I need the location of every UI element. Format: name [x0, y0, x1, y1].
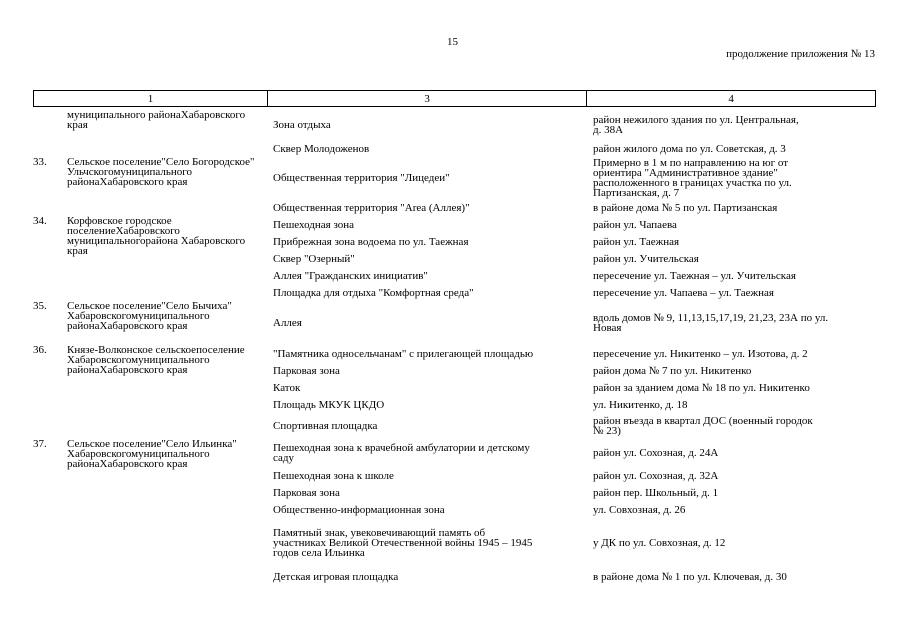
location-cell: [587, 233, 876, 250]
location-cell: [587, 250, 876, 267]
settlement-name-line: Хабаровского края: [67, 109, 246, 131]
territory-cell: [267, 568, 587, 585]
location-cell: [587, 140, 876, 157]
location-text-line: район ул. Чапаева: [593, 218, 677, 231]
territory-name: [273, 203, 470, 213]
location-text-line: д. 38А: [593, 124, 624, 136]
location-text-line: расположенного в границах участка по ул.: [593, 177, 792, 189]
location-text: [593, 144, 786, 154]
territory-name: [273, 488, 340, 498]
location-text: [593, 237, 679, 247]
territory-name-line: годов села Ильинка: [273, 547, 365, 559]
territory-cell: [267, 518, 587, 568]
location-cell: [587, 439, 876, 467]
location-text: [593, 115, 799, 135]
location-text-line: № 23): [593, 425, 621, 437]
location-text-line: ориентира "Административное здание": [593, 167, 778, 179]
territories-table: [33, 110, 876, 585]
location-text: [593, 349, 808, 359]
territory-cell: [267, 484, 587, 501]
territory-name-line: Спортивная площадка: [273, 420, 378, 432]
location-text-line: район въезда в квартал ДОС (военный городок: [593, 415, 813, 427]
location-cell: [587, 216, 876, 233]
table-row: [33, 216, 876, 233]
territory-name-line: Памятный знак, увековечивающий память об: [273, 527, 486, 539]
location-cell: [587, 301, 876, 345]
location-text-line: Примерно в 1 м по направлению на юг от: [593, 157, 789, 169]
settlement-number: 35.: [33, 300, 47, 312]
territory-cell: [267, 140, 587, 157]
territory-name: [273, 173, 450, 183]
territory-name-line: Сквер Молодоженов: [273, 142, 370, 155]
territory-name-line: Пешеходная зона: [273, 218, 355, 231]
territory-name-line: "Памятника односельчанам" с прилегающей площадью: [273, 347, 534, 360]
column-header-4: 4: [587, 91, 876, 107]
settlement-name: [67, 216, 267, 301]
territory-name: [273, 471, 394, 481]
territory-name: [273, 271, 428, 281]
territory-cell: [267, 233, 587, 250]
territory-name: [273, 237, 469, 247]
location-text-line: в районе дома № 5 по ул. Партизанская: [593, 201, 778, 214]
location-cell: [587, 484, 876, 501]
territory-cell: [267, 501, 587, 518]
settlement-name-text: [67, 345, 267, 375]
territory-cell: [267, 439, 587, 467]
territory-cell: [267, 284, 587, 301]
location-cell: [587, 284, 876, 301]
settlement-number: [33, 110, 67, 157]
location-cell: [587, 345, 876, 362]
territory-name-line: Детская игровая площадка: [273, 570, 399, 583]
territory-name-line: участниках Великой Отечественной войны 1945 – 1945: [273, 537, 533, 549]
settlement-name-line: Сельское поселение: [67, 438, 162, 450]
settlement-name-text: [67, 216, 267, 256]
location-cell: [587, 467, 876, 484]
territory-name: [273, 349, 533, 359]
territory-name-line: Прибрежная зона водоема по ул. Таежная: [273, 235, 469, 248]
territory-name-line: Зона отдыха: [273, 119, 331, 131]
settlement-name-line: Сельское поселение: [67, 156, 162, 168]
location-text-line: район пер. Школьный, д. 1: [593, 486, 719, 499]
location-text: [593, 448, 718, 458]
location-text-line: район жилого дома по ул. Советская, д. 3: [593, 142, 786, 155]
territory-name: [273, 383, 300, 393]
location-text-line: район ул. Учительская: [593, 252, 699, 265]
location-text: [593, 313, 828, 333]
location-text: [593, 254, 699, 264]
location-text-line: район за зданием дома № 18 по ул. Никитенко: [593, 381, 810, 394]
settlement-name-line: муниципального района: [67, 109, 181, 121]
location-text-line: в районе дома № 1 по ул. Ключевая, д. 30: [593, 570, 787, 583]
location-text: [593, 488, 718, 498]
location-text: [593, 416, 813, 436]
table-row: [33, 110, 876, 140]
location-text: [593, 203, 777, 213]
location-text: [593, 471, 718, 481]
table-row: [33, 345, 876, 362]
location-text: [593, 220, 677, 230]
settlement-name-line: "Село Ильинка" Хабаровского: [67, 438, 237, 460]
territory-name: [273, 505, 445, 515]
territory-name-line: Пешеходная зона к школе: [273, 469, 394, 482]
territory-name: [273, 288, 474, 298]
territory-cell: [267, 110, 587, 140]
settlement-name: [67, 110, 267, 157]
territory-name: [273, 220, 354, 230]
territory-name-line: Каток: [273, 381, 301, 394]
column-header-row: [33, 90, 876, 107]
settlement-number: 36.: [33, 344, 47, 356]
territory-name-line: Парковая зона: [273, 364, 340, 377]
location-cell: [587, 199, 876, 216]
location-text: [593, 572, 787, 582]
territory-name: [273, 144, 369, 154]
settlement-name-line: "Село Бычиха" Хабаровского: [67, 300, 232, 322]
territory-cell: [267, 379, 587, 396]
location-text: [593, 505, 685, 515]
settlement-number: 37.: [33, 438, 47, 450]
location-text-line: вдоль домов № 9, 11,13,15,17,19, 21,23, 23А по ул.: [593, 312, 829, 324]
territory-name: [273, 254, 355, 264]
settlement-name-line: Корфовское городское поселение: [67, 215, 172, 237]
territory-cell: [267, 301, 587, 345]
settlement-name-line: муниципального района: [67, 354, 210, 376]
column-header-1: 1: [34, 91, 268, 107]
settlement-name-line: района Хабаровского края: [67, 235, 246, 257]
location-text-line: район ул. Таежная: [593, 235, 680, 248]
settlement-name-text: [67, 301, 267, 331]
territory-name-line: Площадь МКУК ЦКДО: [273, 398, 385, 411]
location-cell: [587, 501, 876, 518]
location-text: [593, 400, 688, 410]
territory-name-line: Парковая зона: [273, 486, 340, 499]
territory-name: [273, 421, 377, 431]
location-text-line: район нежилого здания по ул. Центральная,: [593, 114, 799, 126]
settlement-number: 33.: [33, 156, 47, 168]
location-text-line: у ДК по ул. Совхозная, д. 12: [593, 537, 726, 549]
location-text: [593, 366, 751, 376]
location-text-line: Партизанская, д. 7: [593, 187, 680, 199]
settlement-name-text: [67, 439, 267, 469]
territory-name-line: Общественно-информационная зона: [273, 503, 445, 516]
territory-name-line: саду: [273, 452, 294, 464]
location-text-line: пересечение ул. Таежная – ул. Учительская: [593, 269, 796, 282]
settlement-name: [67, 439, 267, 585]
settlement-name-line: Хабаровского муниципального: [67, 225, 180, 247]
settlement-name: [67, 157, 267, 216]
settlement-name-line: муниципального района: [67, 310, 210, 332]
territory-name-line: Сквер "Озерный": [273, 252, 355, 265]
location-cell: [587, 267, 876, 284]
settlement-name-text: [67, 157, 267, 187]
territory-name: [273, 443, 530, 463]
location-text-line: пересечение ул. Никитенко – ул. Изотова, д. 2: [593, 347, 808, 360]
table-row: [33, 157, 876, 199]
territory-name-line: Общественная территория "Лицедеи": [273, 172, 450, 184]
location-text: [593, 271, 796, 281]
territory-cell: [267, 157, 587, 199]
settlement-name-line: Сельское поселение: [67, 300, 162, 312]
location-text: [593, 383, 810, 393]
territory-cell: [267, 216, 587, 233]
location-cell: [587, 362, 876, 379]
settlement-name-line: Князе-Волконское сельское: [67, 344, 197, 356]
territory-name-line: Аллея "Гражданских инициатив": [273, 269, 428, 282]
territory-cell: [267, 267, 587, 284]
territory-name-line: Общественная территория "Area (Аллея)": [273, 201, 470, 214]
territory-name: [273, 366, 340, 376]
territory-cell: [267, 345, 587, 362]
location-text: [593, 288, 774, 298]
settlement-name-line: поселение Хабаровского: [67, 344, 245, 366]
territory-cell: [267, 250, 587, 267]
location-text-line: ул. Совхозная, д. 26: [593, 503, 686, 516]
column-header-3: 3: [267, 91, 586, 107]
location-text-line: район дома № 7 по ул. Никитенко: [593, 364, 752, 377]
territory-name-line: Аллея: [273, 317, 302, 329]
location-text-line: район ул. Сохозная, д. 32А: [593, 469, 719, 482]
territory-cell: [267, 467, 587, 484]
settlement-name-line: Хабаровского края: [99, 458, 188, 470]
location-text-line: Новая: [593, 322, 622, 334]
territory-cell: [267, 362, 587, 379]
settlement-name-text: [67, 110, 267, 130]
territory-cell: [267, 396, 587, 413]
settlement-name-line: муниципального района: [67, 166, 192, 188]
location-text-line: район ул. Сохозная, д. 24А: [593, 447, 719, 459]
table-row: [33, 439, 876, 467]
location-text: [593, 538, 725, 548]
settlement-name-line: Хабаровского края: [99, 176, 188, 188]
territory-name: [273, 120, 331, 130]
settlement-number: 34.: [33, 215, 47, 227]
territory-cell: [267, 199, 587, 216]
continuation-note: продолжение приложения № 13: [726, 48, 875, 60]
location-text-line: пересечение ул. Чапаева – ул. Таежная: [593, 286, 774, 299]
table-row: [33, 301, 876, 345]
location-cell: [587, 568, 876, 585]
location-cell: [587, 413, 876, 439]
territory-name-line: Площадка для отдыха "Комфортная среда": [273, 286, 474, 299]
territory-name: [273, 528, 532, 558]
location-text: [593, 158, 792, 198]
settlement-name-line: "Село Богородское" Ульчского: [67, 156, 255, 178]
territory-cell: [267, 413, 587, 439]
location-cell: [587, 379, 876, 396]
location-cell: [587, 157, 876, 199]
location-cell: [587, 110, 876, 140]
settlement-name-line: муниципального района: [67, 448, 210, 470]
settlement-name-line: Хабаровского края: [99, 320, 188, 332]
territory-name: [273, 318, 302, 328]
page-number: 15: [447, 36, 458, 48]
settlement-name: [67, 345, 267, 439]
settlement-name: [67, 301, 267, 345]
location-cell: [587, 396, 876, 413]
territory-name: [273, 572, 398, 582]
territory-name-line: Пешеходная зона к врачебной амбулатории и детскому: [273, 442, 530, 454]
location-text-line: ул. Никитенко, д. 18: [593, 398, 688, 411]
settlement-name-line: Хабаровского края: [99, 364, 188, 376]
location-cell: [587, 518, 876, 568]
territory-name: [273, 400, 384, 410]
